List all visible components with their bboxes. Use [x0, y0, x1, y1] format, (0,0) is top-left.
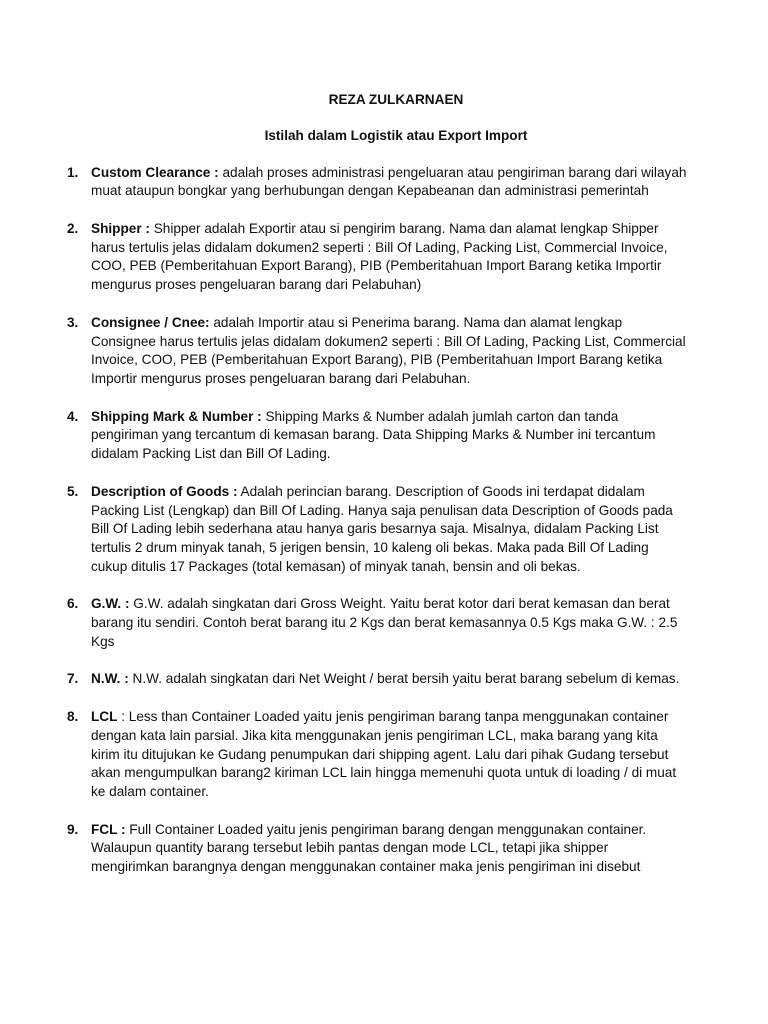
glossary-item-gross-weight — [0, 595, 768, 651]
glossary-item-net-weight — [0, 670, 768, 689]
item-term: Custom Clearance : — [91, 164, 219, 180]
glossary-item-lcl — [0, 708, 768, 802]
item-definition: Full Container Loaded yaitu jenis pengiriman barang dengan menggunakan container. Walaupun quantity barang tersebut lebih pantas dengan mode LCL, tetapi jika shipper mengirimkan barangnya dengan menggunakan container maka jenis pengiriman ini disebut — [91, 821, 647, 875]
item-definition: adalah Importir atau si Penerima barang. Nama dan alamat lengkap Consignee harus tertulis jelas didalam dokumen2 seperti : Bill Of Lading, Packing List, Commercial Invoice, COO, PEB (Pemberitahuan Export Barang), PIB (Pemberitahuan Import Barang ketika Importir mengurus proses pengeluaran barang dari Pelabuhan. — [91, 314, 686, 387]
glossary-item-description-of-goods — [0, 483, 768, 577]
item-term: Consignee / Cnee: — [91, 314, 210, 330]
item-definition: : Less than Container Loaded yaitu jenis pengiriman barang tanpa menggunakan container dengan kata lain parsial. Jika kita menggunakan jenis pengiriman LCL, maka barang yang kita kirim itu ditujukan ke Gudang penumpukan dari shipping agent. Lalu dari pihak Gudang tersebut akan mengumpulkan barang2 kiriman LCL lain hingga memenuhi quota untuk di loading / di muat ke dalam container. — [91, 708, 677, 800]
glossary-item-custom-clearance — [0, 164, 768, 202]
item-term: FCL : — [91, 821, 126, 837]
item-term: Description of Goods : — [91, 483, 238, 499]
glossary-list — [0, 164, 768, 877]
item-term: G.W. : — [91, 596, 130, 612]
glossary-item-shipping-mark — [0, 408, 768, 464]
item-number: 2. — [67, 220, 79, 236]
item-definition: N.W. adalah singkatan dari Net Weight / berat bersih yaitu berat barang sebelum di kemas. — [128, 671, 680, 687]
item-definition: G.W. adalah singkatan dari Gross Weight. Yaitu berat kotor dari berat kemasan dan berat barang itu sendiri. Contoh berat barang itu 2 Kgs dan berat kemasannya 0.5 Kgs maka G.W. : 2.5 Kgs — [91, 596, 678, 649]
item-term: Shipper : — [91, 220, 150, 236]
glossary-item-fcl — [0, 821, 768, 877]
item-term: Shipping Mark & Number : — [91, 408, 262, 424]
item-number: 1. — [67, 164, 79, 180]
item-number: 4. — [67, 408, 79, 424]
glossary-item-shipper — [0, 220, 768, 295]
document-title: Istilah dalam Logistik atau Export Import — [264, 127, 528, 143]
item-definition: Shipper adalah Exportir atau si pengirim barang. Nama dan alamat lengkap Shipper harus tertulis jelas didalam dokumen2 seperti : Bill Of Lading, Packing List, Commercial Invoice, COO, PEB (Pemberitahuan Export Barang), PIB (Pemberitahuan Import Barang ketika Importir mengurus proses pengeluaran barang dari Pelabuhan) — [91, 220, 668, 293]
item-number: 6. — [67, 596, 79, 612]
item-number: 9. — [67, 821, 79, 837]
item-term: N.W. : — [91, 671, 129, 687]
author-name: REZA ZULKARNAEN — [328, 92, 464, 107]
item-definition: Shipping Marks & Number adalah jumlah carton dan tanda pengiriman yang tercantum di kemasan barang. Data Shipping Marks & Number ini tercantum didalam Packing List dan Bill Of Lading. — [91, 408, 656, 462]
glossary-item-consignee — [0, 314, 768, 389]
item-number: 5. — [67, 483, 79, 499]
item-number: 3. — [67, 314, 79, 330]
item-number: 8. — [67, 708, 79, 724]
item-definition: Adalah perincian barang. Description of Goods ini terdapat didalam Packing List (Lengkap) dan Bill Of Lading. Hanya saja penulisan data Description of Goods pada Bill Of Lading lebih sederhana atau hanya garis besarnya saja. Misalnya, didalam Packing List tertulis 2 drum minyak tanah, 5 jerigen bensin, 10 kaleng oli bekas. Maka pada Bill Of Lading cukup ditulis 17 Packages (total kemasan) of minyak tanah, bensin and oli bekas. — [91, 483, 673, 574]
item-definition: adalah proses administrasi pengeluaran atau pengiriman barang dari wilayah muat ataupun bongkar yang berhubungan dengan Kepabeanan dan administrasi pemerintah — [91, 164, 687, 199]
item-number: 7. — [67, 671, 79, 687]
item-term: LCL — [91, 708, 118, 724]
